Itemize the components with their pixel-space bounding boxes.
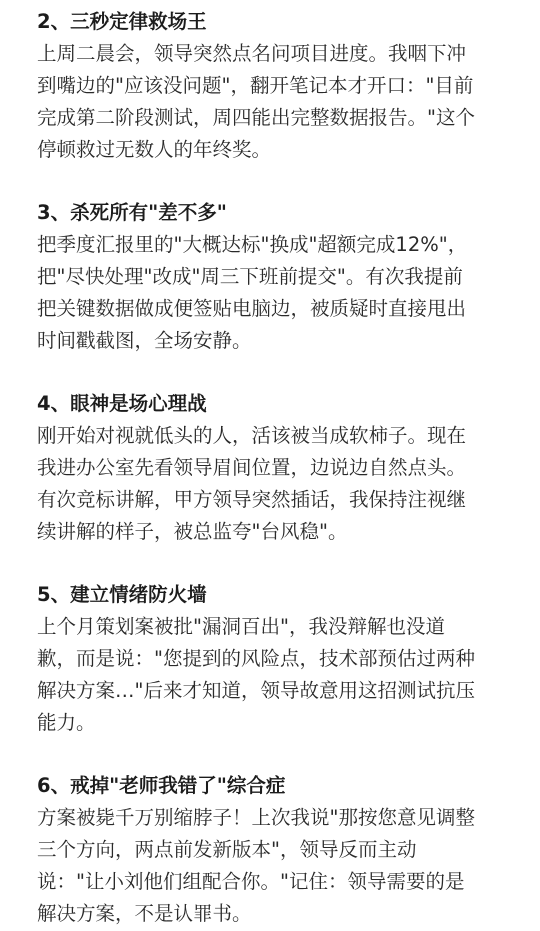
- body-line: 完成第二阶段测试，周四能出完整数据报告。"这个: [37, 106, 475, 129]
- body-line: 解决方案…"后来才知道，领导故意用这招测试抗压: [37, 679, 475, 702]
- section-body: [37, 611, 518, 739]
- section-body: [37, 38, 518, 166]
- section-body: [37, 229, 518, 357]
- body-line: 续讲解的样子，被总监夸"台风稳"。: [37, 520, 348, 543]
- body-line: 把"尽快处理"改成"周三下班前提交"。有次我提前: [37, 265, 463, 288]
- body-line: 方案被毙千万别缩脖子！上次我说"那按您意见调整: [37, 806, 475, 829]
- body-line: 我进办公室先看领导眉间位置，边说边自然点头。: [37, 456, 467, 479]
- section-divider-space: [37, 357, 518, 388]
- section-heading: 2、三秒定律救场王: [37, 10, 207, 33]
- section-body: [37, 802, 518, 930]
- section-heading: 3、杀死所有"差不多": [37, 201, 227, 224]
- section-2: [37, 6, 518, 166]
- body-line: 刚开始对视就低头的人，活该被当成软柿子。现在: [37, 424, 467, 447]
- section-body: [37, 420, 518, 548]
- body-line: 三个方向，两点前发新版本"，领导反而主动: [37, 838, 417, 861]
- section-heading: 5、建立情绪防火墙: [37, 583, 207, 606]
- section-divider-space: [37, 739, 518, 770]
- body-line: 解决方案，不是认罪书。: [37, 902, 252, 925]
- body-line: 有次竞标讲解，甲方领导突然插话，我保持注视继: [37, 488, 467, 511]
- section-heading: 6、戒掉"老师我错了"综合症: [37, 774, 286, 797]
- section-5: [37, 579, 518, 739]
- body-line: 上个月策划案被批"漏洞百出"，我没辩解也没道: [37, 615, 445, 638]
- section-6: [37, 770, 518, 930]
- body-line: 停顿救过无数人的年终奖。: [37, 138, 272, 161]
- body-line: 到嘴边的"应该没问题"，翻开笔记本才开口："目前: [37, 74, 474, 97]
- body-line: 歉，而是说："您提到的风险点，技术部预估过两种: [37, 647, 475, 670]
- body-line: 把季度汇报里的"大概达标"换成"超额完成12%"，: [37, 233, 468, 256]
- section-3: [37, 197, 518, 357]
- body-line: 上周二晨会，领导突然点名问项目进度。我咽下冲: [37, 42, 467, 65]
- body-line: 能力。: [37, 711, 96, 734]
- section-heading: 4、眼神是场心理战: [37, 392, 207, 415]
- body-line: 说："让小刘他们组配合你。"记住：领导需要的是: [37, 870, 465, 893]
- body-line: 时间戳截图，全场安静。: [37, 329, 252, 352]
- section-divider-space: [37, 166, 518, 197]
- section-4: [37, 388, 518, 548]
- section-divider-space: [37, 548, 518, 579]
- body-line: 把关键数据做成便签贴电脑边，被质疑时直接甩出: [37, 297, 467, 320]
